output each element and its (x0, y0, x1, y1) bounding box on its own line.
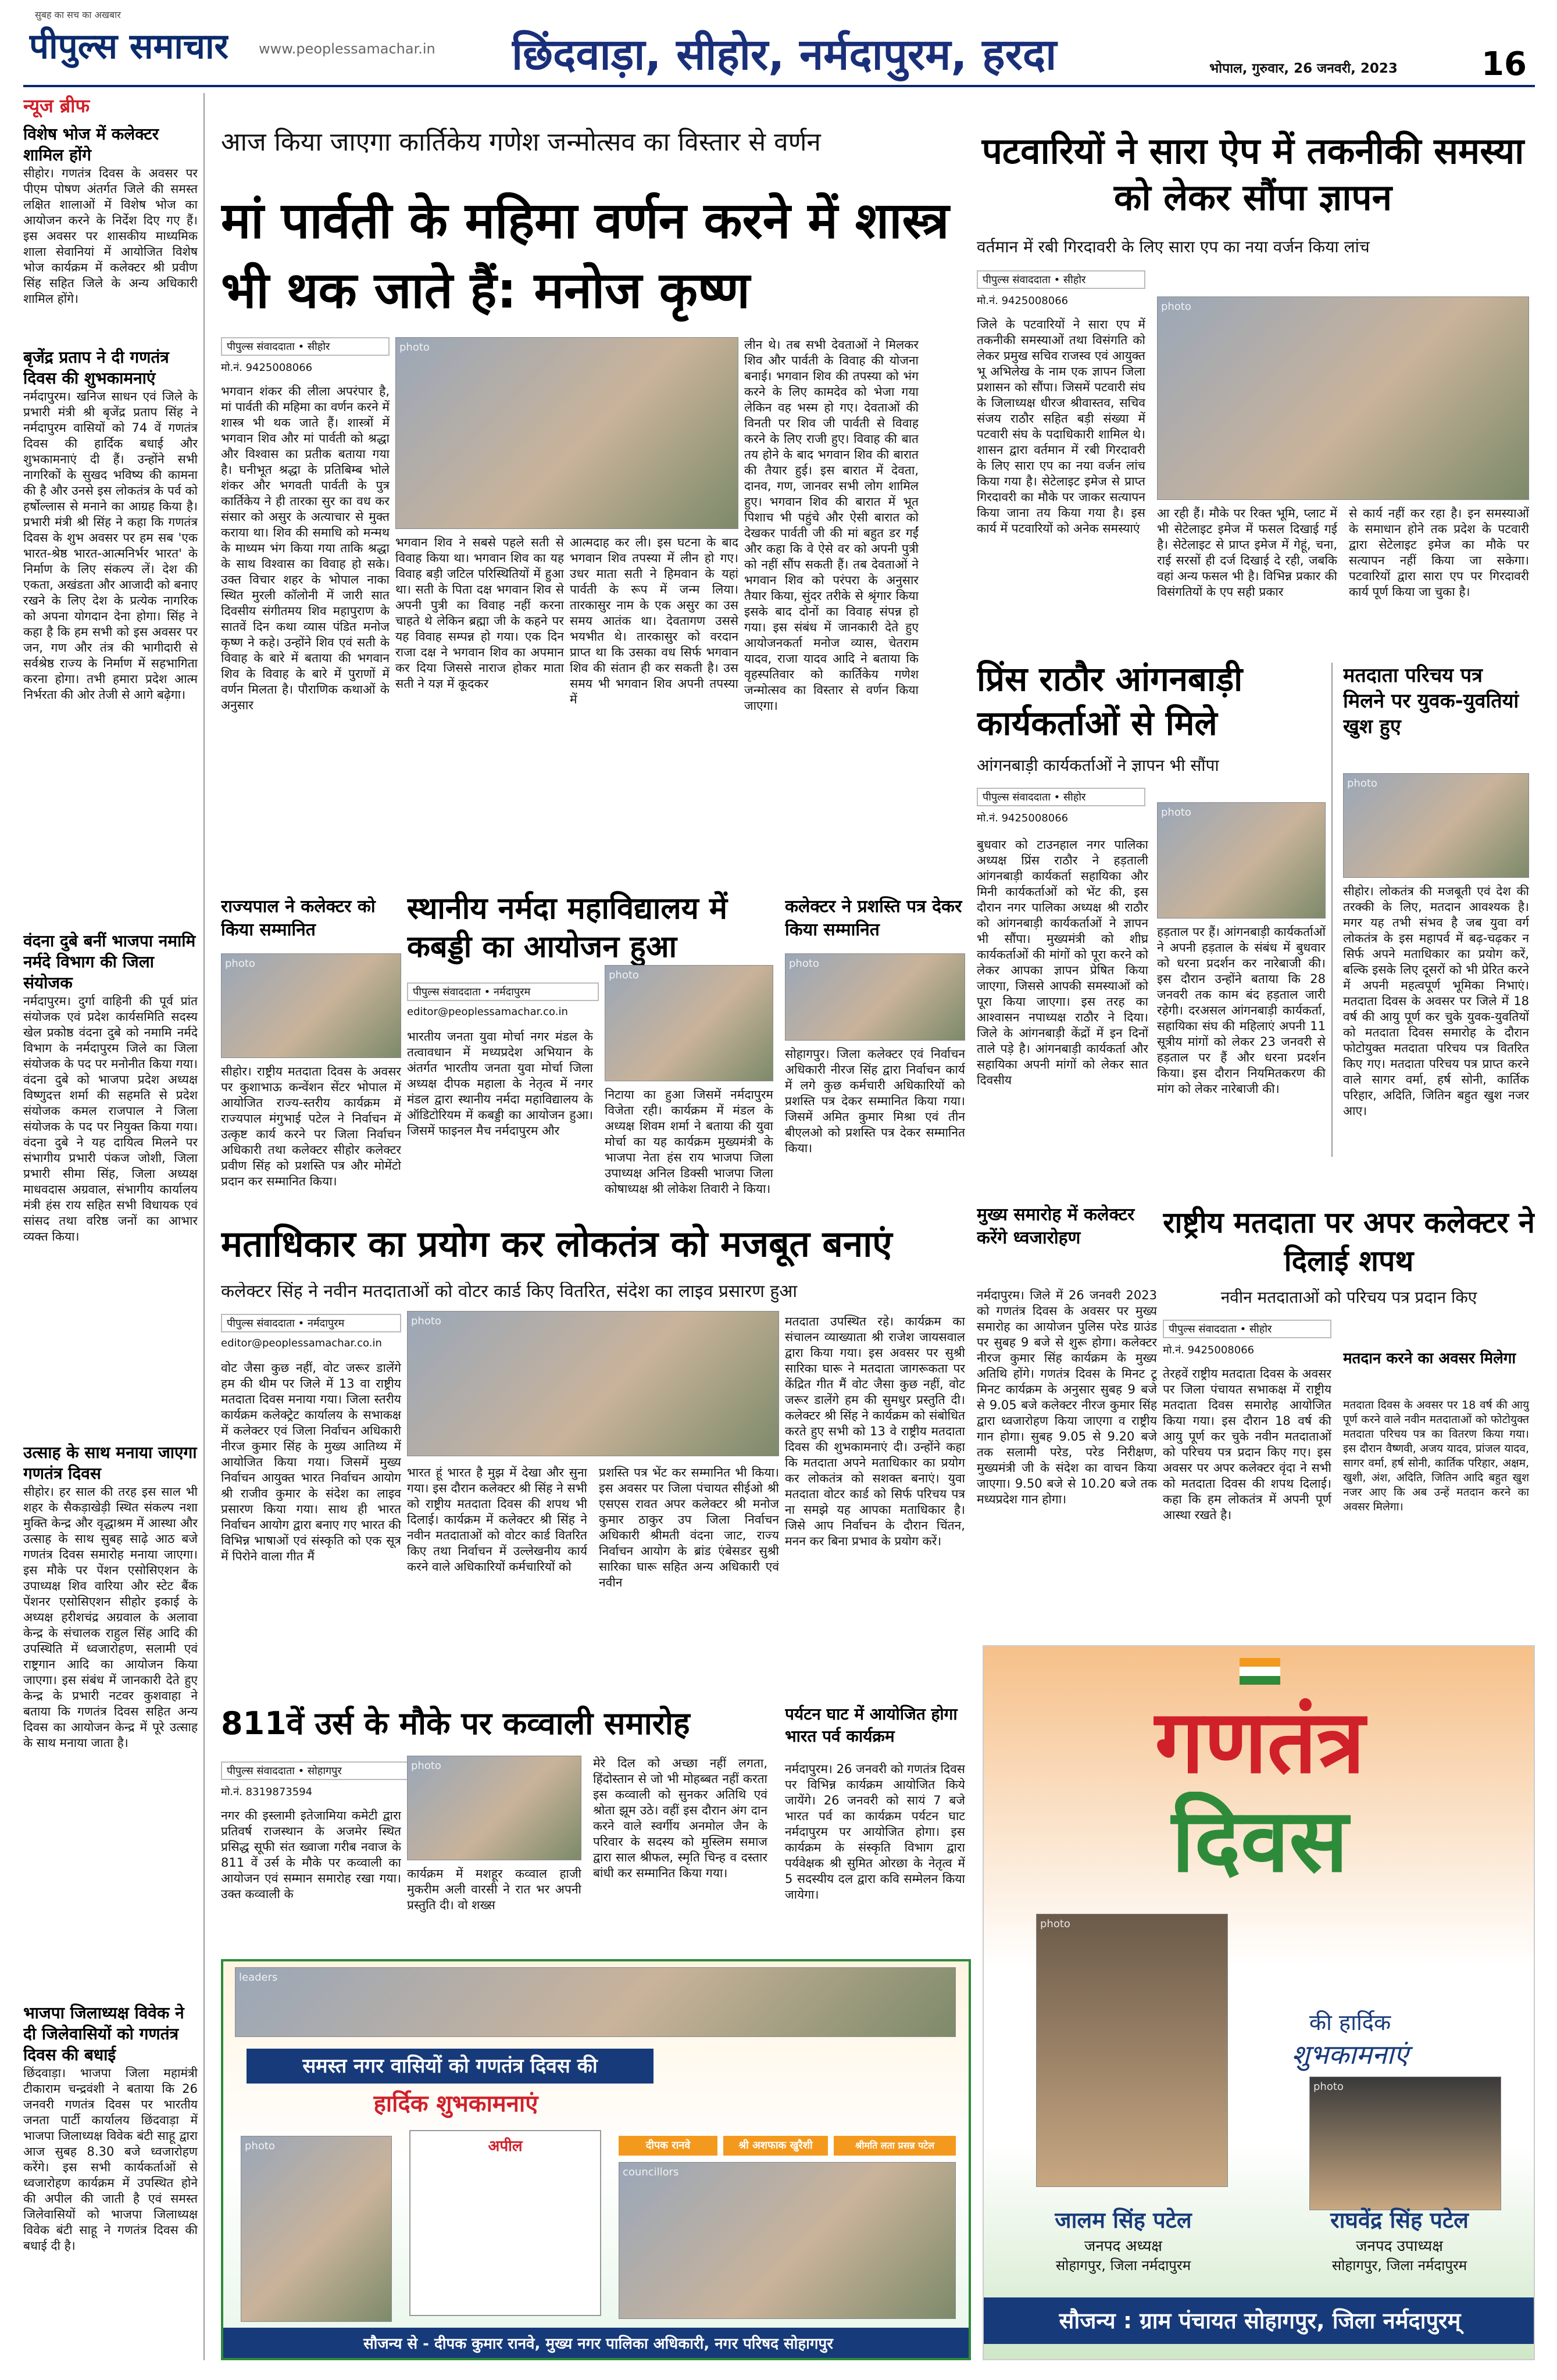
qawwali-headline: 811वें उर्स के मौके पर कव्वाली समारोह (221, 1705, 690, 1742)
patwari-phone: मो.नं. 9425008066 (977, 295, 1069, 307)
ad-gantantra-person-1-photo: photo (1036, 1914, 1228, 2187)
news-brief-label: न्यूज ब्रीफ (23, 95, 90, 117)
kabaddi-headline: स्थानीय नर्मदा महाविद्यालय में कबड्डी का आयोजन हुआ (407, 891, 728, 964)
brief-5-title: भाजपा जिलाध्यक्ष विवेक ने दी जिलेवासियों को गणतंत्र दिवस की बधाई (23, 2003, 184, 2064)
kabaddi-byline: पीपुल्स संवाददाता • नर्मदापुरम (407, 982, 599, 1001)
brief-5-body: छिंदवाड़ा। भाजपा जिला महामंत्री टीकाराम चन्द्रवंशी ने बताया कि 26 जनवरी गणतंत्र दिवस पर भारतीय जनता पार्टी कार्यालय छिंदवाड़ा में भाजपा जिलाध्यक्ष विवेक बंटी साहू द्वारा आज सुबह 8.30 बजे ध्वजारोहण करेंगे। इस सभी कार्यकर्ताओं से ध्वजारोहण कार्यक्रम में उपस्थित होने की अपील की जाती है एवं समस्त जिलेवासियों को भाजपा जिलाध्यक्ष विवेक बंटी साहू ने गणतंत्र दिवस की बधाई दी है। (23, 2066, 198, 2253)
patwari-byline: पीपुल्स संवाददाता • सीहोर (977, 270, 1145, 289)
patwari-col-3: से कार्य नहीं कर रहा है। इन समस्याओं के समाधान होने तक प्रदेश के पटवारी द्वारा सेटेलाइट इमेज का मौके पर सत्यापन नहीं किया जा सकेगा। पटवारियों द्वारा सारा एप पर गिरदावरी कार्य पूर्ण किया जा चुका है। (1349, 506, 1529, 599)
democracy-col-1: वोट जैसा कुछ नहीं, वोट जरूर डालेंगे हम की थीम पर जिले में 13 वा राष्ट्रीय मतदाता दिवस मनाया गया। जिला स्तरीय कार्यक्रम कलेक्ट्रेट कार्यालय के सभाकक्ष में कलेक्टर एवं जिला निर्वाचन अधिकारी नीरज कुमार सिंह के मुख्य आतिथ्य में आयोजित किया गया। जिसमें मुख्य निर्वाचन आयुक्त भारत निर्वाचन आयोग श्री राजीव कुमार के संदेश का लाइव प्रसारण किया गया। साथ ही भारत निर्वाचन आयोग द्वारा बनाए गए भारत की विभिन्न भाषाओं एवं संस्कृति को एक सूत्र में पिरोने वाला गीत मैं (221, 1361, 401, 1563)
democracy-photo: photo (407, 1311, 779, 1456)
voter-photo: photo (1343, 773, 1529, 878)
democracy-subhead: कलेक्टर सिंह ने नवीन मतदाताओं को वोटर कार्ड किए वितरित, संदेश का लाइव प्रसारण हुआ (221, 1282, 798, 1302)
voter-headline: मतदाता परिचय पत्र मिलने पर युवक-युवतियां खुश हुए (1343, 664, 1519, 738)
qawwali-col-2: कार्यक्रम में मशहूर कव्वाल हाजी मुकरीम अली वारसी ने रात भर अपनी प्रस्तुति दी। वो शख्स (407, 1867, 581, 1912)
lead-phone: मो.नं. 9425008066 (221, 362, 313, 374)
website: www.peoplessamachar.in (259, 41, 435, 57)
section-title: छिंदवाड़ा, सीहोर, नर्मदापुरम, हरदा (512, 30, 1057, 80)
kabaddi-col-1: भारतीय जनता युवा मोर्चा नगर मंडल के तत्वावधान में मध्यप्रदेश अभियान के अंतर्गत भारतीय जनता युवा मोर्चा जिला अध्यक्ष दीपक महाला के नेतृत्व में नगर मंडल द्वारा स्थानीय नर्मदा महाविद्यालय के ऑडिटोरियम में कबड्डी का आयोजन हुआ। जिसमें फाइनल मैच नर्मदापुरम और (407, 1030, 593, 1138)
ad-nagar-appeal-title: अपील (488, 2138, 523, 2155)
ad-gantantra-person-2-place: सोहागपुर, जिला नर्मदापुरम (1331, 2257, 1467, 2274)
ad-nagar-leaders-row: leaders (235, 1967, 956, 2037)
brief-1-title: विशेष भोज में कलेक्टर शामिल होंगे (23, 124, 159, 165)
qawwali-phone: मो.नं. 8319873594 (221, 1786, 313, 1798)
brief-4-title: उत्साह के साथ मनाया जाएगा गणतंत्र दिवस (23, 1443, 197, 1483)
anganwadi-photo: photo (1157, 802, 1326, 919)
ad-gantantra-person-1-role: जनपद अध्यक्ष (1084, 2238, 1162, 2255)
oath-headline: राष्ट्रीय मतदाता पर अपर कलेक्टर ने दिलाई शपथ (1163, 1206, 1535, 1278)
democracy-email: editor@peoplessamachar.co.in (221, 1337, 382, 1349)
ad-nagar-name-2: श्री अशफाक खुरैशी (723, 2136, 828, 2156)
governor-body: सीहोर। राष्ट्रीय मतदाता दिवस के अवसर पर कुशाभाऊ कन्वेंशन सेंटर भोपाल में आयोजित राज्य-स्तरीय कार्यक्रम में राज्यपाल मंगुभाई पटेल ने निर्वाचन में उत्कृष्ट कार्य करने पर जिला निर्वाचन अधिकारी तथा कलेक्टर सीहोर कलेक्टर प्रवीण सिंह को प्रशस्ति पत्र और मोमेंटो प्रदान कर सम्मानित किया। (221, 1064, 401, 1188)
qawwali-byline: पीपुल्स संवाददाता • सोहागपुर (221, 1761, 413, 1780)
masthead (0, 0, 1557, 87)
oath-body: तेरहवें राष्ट्रीय मतदाता दिवस के अवसर पर जिला पंचायत सभाकक्ष में राष्ट्रीय मतदाता दिवस समारोह आयोजित किया गया। इस दौरान 18 वर्ष की आयु पूर्ण कर चुके नवीन मतदाताओं को परिचय पत्र प्रदान किए गए। इस अवसर पर अपर कलेक्टर वृंदा ने सभी को मतदाता दिवस की शपथ दिलाई। कहा कि हम लोकतंत्र में अपनी पूर्ण आस्था रखते है। (1163, 1367, 1331, 1522)
anganwadi-col-2: हड़ताल पर हैं। आंगनबाड़ी कार्यकर्ताओं ने अपनी हड़ताल के संबंध में बुधवार को धरना प्रदर्शन कर नारेबाजी की। इस दौरान उन्होंने बताया कि 28 जनवरी तक काम बंद हड़ताल जारी रहेगी। दरअसल आंगनबाड़ी कार्यकर्ता, सहायिका संघ की महिलाएं अपनी 11 सूत्रीय मांगों को लेकर 23 जनवरी से हड़ताल पर हैं और धरना प्रदर्शन किया। इस दौरान नियमितकरण की मांग को लेकर नारेबाजी की। (1157, 925, 1326, 1096)
ad-nagar-banner: समस्त नगर वासियों को गणतंत्र दिवस की (247, 2049, 653, 2084)
ad-nagar-footer: सौजन्य से - दीपक कुमार रानवे, मुख्य नगर पालिका अधिकारी, नगर परिषद सोहागपुर (223, 2328, 971, 2360)
anganwadi-col-1: बुधवार को टाउनहाल नगर पालिका अध्यक्ष प्रिंस राठौर ने हड़ताली आंगनबाड़ी कार्यकर्ता सहायिका और मिनी कार्यकर्ताओं को भेंट की, इस दौरान नगर पालिका अध्यक्ष श्री राठौर को आंगनबाड़ी कार्यकर्ताओं ने ज्ञापन भी सौंपा। मुख्यमंत्री को शीघ्र कार्यकर्ताओं की मांगों को पूरा करने को लेकर आपका ज्ञापन प्रेषित किया जाएगा, जिससे आपकी समस्याओं को पूरा किया जाएगा। इस तरह का आश्वासन नपाध्यक्ष राठौर ने दिया। जिले के आंगनबाड़ी केंद्रों में इन दिनों ताले पड़े है। आंगनबाड़ी कार्यकर्ता और सहायिका अपनी मांगों को लेकर सात दिवसीय (977, 838, 1148, 1087)
tourism-body: नर्मदापुरम। 26 जनवरी को गणतंत्र दिवस पर विभिन्न कार्यक्रम आयोजित किये जायेंगे। 26 जनवरी को सायं 7 बजे भारत पर्व का कार्यक्रम पर्यटन घाट नर्मदापुरम पर आयोजित होगा। इस कार्यक्रम के संस्कृति विभाग द्वारा पर्यवेक्षक श्री सुमित ओरछा के नेतृत्व में 5 सदस्यीय दल द्वारा कवि सम्मेलन किया जायेगा। (785, 1762, 965, 1902)
news-brief-column (23, 93, 198, 2360)
lead-headline: मां पार्वती के महिमा वर्णन करने में शास्त्र भी थक जाते हैं: मनोज कृष्ण (221, 192, 949, 320)
ad-nagar-councillors: councillors (619, 2162, 956, 2319)
masthead-rule (23, 85, 1535, 87)
brief-4-body: सीहोर। हर साल की तरह इस साल भी शहर के सैकड़ाखेड़ी स्थित संकल्प नशा मुक्ति केन्द्र और वृद्धाश्रम में आस्था और उत्साह के साथ सुबह साढ़े आठ बजे गणतंत्र दिवस समारोह मनाया जाएगा। इस मौके पर पेंशन एसोसिएशन के उपाध्यक्ष शिव वारिया और स्टेट बैंक पेंशनर एसोसिएशन सीहोर इकाई के अध्यक्ष हरीशचंद्र अग्रवाल के अलावा केन्द्र के संचालक राहुल सिंह आदि की उपस्थिति में ध्वजारोहण, सलामी एवं राष्ट्रगान आदि का आयोजन किया जाएगा। इस संबंध में जानकारी देते हुए केन्द्र के प्रभारी नटवर कुशवाहा ने बताया कि गणतंत्र दिवस सहित अन्य दिवस का आयोजन केन्द्र में पूरे उत्साह के साथ मनाया जाता है। (23, 1485, 198, 1750)
kabaddi-email: editor@peoplessamachar.co.in (407, 1006, 568, 1018)
main-function-headline: मुख्य समारोह में कलेक्टर करेंगे ध्वजारोहण (977, 1205, 1135, 1248)
lead-kicker: आज किया जाएगा कार्तिकेय गणेश जन्मोत्सव का विस्तार से वर्णन (221, 127, 821, 157)
ad-gantantra-person-2-photo: photo (1309, 2077, 1501, 2210)
lead-col-4: लीन थे। तब सभी देवताओं ने मिलकर शिव और पार्वती के विवाह की योजना बनाई। भगवान शिव की तपस्या को भंग करने के लिए कामदेव को भेजा गया लेकिन वह भस्म हो गए। देवताओं की विनती पर शिव जी पार्वती से विवाह करने के लिए राजी हुए। विवाह की बात तय होने के बाद भगवान शिव की बारात की तैयार हुई। इस बारात में देवता, दानव, गण, जानवर सभी लोग शामिल हुए। भगवान शिव की बारात में भूत पिशाच भी पहुंचे और ऐसी बारात को देखकर पार्वती जी की मां बहुत डर गईं और कहा कि वे ऐसे वर को अपनी पुत्री को नहीं सौंप सकती हैं। तब देवताओं ने भगवान शिव को परंपरा के अनुसार तैयार किया, सुंदर तरीके से श्रृंगार किया इसके बाद दोनों का विवाह संपन्न हो गया। इस संबंध में जानकारी देते हुए आयोजनकर्ता मनोज व्यास, चेतराम यादव, राजा यादव आदि ने बताया कि वृहस्पतिवार को कार्तिकेय गणेश जन्मोत्सव का विस्तार से वर्णन किया जाएगा। (744, 338, 919, 713)
ad-gantantra-person-2-role: जनपद उपाध्यक्ष (1356, 2238, 1443, 2255)
oath-subhead: नवीन मतदाताओं को परिचय पत्र प्रदान किए (1220, 1288, 1477, 1307)
ad-gantantra-greeting-1: की हार्दिक (1309, 2010, 1391, 2035)
anganwadi-subhead: आंगनबाड़ी कार्यकर्ताओं ने ज्ञापन भी सौंपा (977, 756, 1219, 775)
brief-2-title: बृजेंद्र प्रताप ने दी गणतंत्र दिवस की शुभकामनाएं (23, 348, 169, 388)
lead-photo: photo (395, 337, 738, 529)
oath-side-body: मतदाता दिवस के अवसर पर 18 वर्ष की आयु पूर्ण करने वाले नवीन मतदाताओं को फोटोयुक्त मतदाता परिचय पत्र का वितरण किया गया। इस दौरान वैष्णवी, अजय यादव, प्रांजल यादव, सागर वर्मा, हर्ष सोनी, कार्तिक परिहार, अक्षम, खुशी, अंश, अदिति, जितिन आदि बहुत खुश नजर आए कि अब उन्हें मतदान करने का अवसर मिलेगा। (1343, 1399, 1529, 1513)
democracy-col-4: मतदाता उपस्थित रहे। कार्यक्रम का संचालन व्याख्याता श्री राजेश जायसवाल द्वारा किया गया। इस अवसर पर सुश्री सारिका घारू ने मतदाता जागरूकता पर केंद्रित गीत मैं वोट जैसा कुछ नहीं, वोट जरूर डालेंगे हम की सुमधुर प्रस्तुति दी। कलेक्टर श्री सिंह ने कार्यक्रम को संबोधित करते हुए सभी को 13 वे राष्ट्रीय मतदाता दिवस की शुभकामनाएं दी। उन्होंने कहा कि मतदाता अपने मताधिकार का प्रयोग कर लोकतंत्र को सशक्त बनाएं। युवा मतदाता वोटर कार्ड को सिर्फ परिचय पत्र ना समझे यह आपका मताधिकार है। जिसे आप निर्वाचन के दौरान चिंतन, मनन कर बिना प्रभाव के प्रयोग करें। (785, 1314, 965, 1548)
ad-gantantra-person-1-place: सोहागपुर, जिला नर्मदापुरम (1055, 2257, 1191, 2274)
democracy-byline: पीपुल्स संवाददाता • नर्मदापुरम (221, 1314, 401, 1332)
anganwadi-byline: पीपुल्स संवाददाता • सीहोर (977, 788, 1145, 806)
lead-byline: पीपुल्स संवाददाता • सीहोर (221, 337, 390, 356)
voter-body: सीहोर। लोकतंत्र की मजबूती एवं देश की तरक्की के लिए, मतदान आवश्यक है। मगर यह तभी संभव है जब युवा वर्ग लोकतंत्र के इस महापर्व में बढ़-चढ़कर न सिर्फ अपने मताधिकार का प्रयोग करें, बल्कि इसके लिए दूसरों को भी प्रेरित करने में अपनी महत्वपूर्ण भूमिका निभाएं। मतदाता दिवस के अवसर पर जिले में 18 वर्ष की आयु पूर्ण कर चुके युवक-युवतियों को मतदाता दिवस समारोह के दौरान फोटोयुक्त मतदाता परिचय पत्र वितरित किए गए। मतदाता परिचय पत्र प्राप्त करने वाले सागर वर्मा, हर्ष सोनी, कार्तिक परिहार, अदिति, जितिन बहुत खुश नजर आए। (1343, 884, 1529, 1118)
ad-gantantra (983, 1645, 1535, 2360)
governor-headline: राज्यपाल ने कलेक्टर को किया सम्मानित (221, 896, 376, 940)
brief-1-body: सीहोर। गणतंत्र दिवस के अवसर पर पीएम पोषण अंतर्गत जिले की समस्त लक्षित शालाओं में विशेष भोज का आयोजन करने के निर्देश दिए गए हैं। इस अवसर पर शासकीय माध्यमिक शाला सेवानियां में आयोजित विशेष भोज कार्यक्रम में कलेक्टर श्री प्रवीण सिंह सहित जिले के अन्य अधिकारी शामिल होंगे। (23, 166, 198, 306)
qawwali-col-1: नगर की इस्लामी इतेजामिया कमेटी द्वारा प्रतिवर्ष राजस्थान के अजमेर स्थित प्रसिद्ध सूफी संत ख्वाजा गरीब नवाज के 811 वें उर्स के मौके पर कव्वाली का आयोजन एवं सम्मान समारोह रखा गया। उक्त कव्वाली के (221, 1809, 401, 1901)
lead-col-1: भगवान शंकर की लीला अपरंपार है, मां पार्वती की महिमा का वर्णन करने में शास्त्र भी थक जाते हैं। शास्त्रों में भगवान शिव और मां पार्वती को श्रद्धा और विश्वास का प्रतीक बताया गया है। घनीभूत श्रद्धा के प्रतिबिम्ब भोले शंकर और भगवती पार्वती के पुत्र कार्तिकेय ने ही तारका सुर का वध कर संसार को असुर के अत्याचार से मुक्त कराया था। शिव की समाधि को मन्मथ के माध्यम भंग किया गया ताकि श्रद्धा के साथ विश्वास का विवाह हो सके। उक्त विचार शहर के भोपाल नाका स्थित मुरली कॉलोनी में जारी सात दिवसीय संगीतमय शिव महापुराण के सातवें दिन कथा व्यास पंडित मनोज कृष्ण ने कहे। उन्होंने शिव एवं सती के विवाह के बारे में बताया की भगवान शिव के विवाह के बारे में पुराणों में वर्णन मिलता है। पौराणिक कथाओं के अनुसार (221, 384, 390, 712)
democracy-headline: मताधिकार का प्रयोग कर लोकतंत्र को मजबूत बनाएं (221, 1223, 892, 1265)
anganwadi-phone: मो.नं. 9425008066 (977, 812, 1069, 824)
ad-nagar-parishad (221, 1959, 971, 2360)
patwari-headline: पटवारियों ने सारा ऐप में तकनीकी समस्या को लेकर सौंपा ज्ञापन (981, 130, 1524, 219)
democracy-col-3: प्रशस्ति पत्र भेंट कर सम्मानित भी किया। इस अवसर पर जिला पंचायत सीईओ श्री एसएस रावत अपर कलेक्टर श्री मनोज कुमार ठाकुर उप जिला निर्वाचन अधिकारी श्रीमती वंदना जाट, राज्य निर्वाचन आयोग के ब्रांड एंबेसडर सुश्री सारिका घारू सहित अन्य अधिकारी एवं नवीन (599, 1466, 779, 1589)
brief-3-body: नर्मदापुरम। दुर्गा वाहिनी की पूर्व प्रांत संयोजक एवं प्रदेश कार्यसमिति सदस्य खेल प्रकोष्ठ वंदना दुबे को नमामि नर्मदे विभाग के नर्मदापुरम जिले का जिला संयोजक के पद पर मनोनीत किया गया। वंदना दुबे को भाजपा प्रदेश अध्यक्ष विष्णुदत्त शर्मा की सहमति से प्रदेश संयोजक कमल राजपाल ने जिला संयोजक के पद पर नियुक्त किया गया। वंदना दुबे ने यह दायित्व मिलने पर संभागीय प्रभारी पंकज जोशी, जिला प्रभारी सीमा सिंह, जिला अध्यक्ष माधवदास अग्रवाल, संभागीय कार्यालय मंत्री हंस राय सहित सभी विधायक एवं सांसद तथा वरिष्ठ जनों का आभार व्यक्त किया। (23, 994, 198, 1243)
ad-nagar-cmo-photo: photo (241, 2136, 392, 2322)
collector-cert-headline: कलेक्टर ने प्रशस्ति पत्र देकर किया सम्मानित (785, 896, 962, 940)
paper-logo: पीपुल्स समाचार (29, 26, 229, 67)
ad-nagar-greeting: हार्दिक शुभकामनाएं (373, 2090, 538, 2117)
collector-cert-body: सोहागपुर। जिला कलेक्टर एवं निर्वाचन अधिकारी नीरज सिंह द्वारा निर्वाचन कार्य में लगे कुछ कर्मचारी अधिकारियों को प्रशस्ति पत्र देकर सम्मानित किया गया। जिसमें अमित कुमार मिश्रा एवं तीन बीएलओ को प्रशस्ति पत्र देकर सम्मानित किया। (785, 1047, 965, 1155)
governor-photo: photo (221, 953, 401, 1058)
voter-box-border (1331, 663, 1333, 1157)
lead-col-3: आत्मदाह कर ली। इस घटना के बाद भगवान शिव तपस्या में लीन हो गए। उधर माता सती ने हिमवान के यहां पार्वती के रूप में जन्म लिया। तारकासुर नाम के एक असुर का उस समय आतंक था। देवतागण उससे भयभीत थे। तारकासुर को वरदान प्राप्त था कि उसका वध सिर्फ भगवान शिव की संतान ही कर सकती है। उस समय भी भगवान शिव अपनी तपस्या में (570, 535, 738, 706)
ad-nagar-name-3: श्रीमति लता प्रसन्न पटेल (834, 2136, 956, 2156)
ad-nagar-name-1: दीपक रानवे (619, 2136, 717, 2156)
patwari-subhead: वर्तमान में रबी गिरदावरी के लिए सारा एप का नया वर्जन किया लांच (977, 237, 1370, 256)
lead-col-2: भगवान शिव ने सबसे पहले सती से विवाह किया था। भगवान शिव का यह विवाह बड़ी जटिल परिस्थितियों में हुआ था। सती के पिता दक्ष भगवान शिव से अपनी पुत्री का विवाह नहीं करना चाहते थे लेकिन ब्रह्मा जी के कहने पर यह विवाह सम्पन्न हो गया। एक दिन राजा दक्ष ने भगवान शिव का अपमान कर दिया जिससे नाराज होकर माता सती ने यज्ञ में कूदकर (395, 535, 564, 691)
main-function-body: नर्मदापुरम। जिले में 26 जनवरी 2023 को गणतंत्र दिवस के अवसर पर मुख्य समारोह का आयोजन पुलिस परेड ग्राउंड पर सुबह 9 बजे से शुरू होगा। कलेक्टर नीरज कुमार सिंह कार्यक्रम के मुख्य अतिथि होंगे। गणतंत्र दिवस के मिनट टू मिनट कार्यक्रम के अनुसार सुबह 9 बजे से 9.05 बजे कलेक्टर नीरज कुमार सिंह द्वारा ध्वजारोहण किया जाएगा व राष्ट्रीय गान होगा। सुबह 9.05 से 9.20 बजे तक सलामी परेड, परेड निरीक्षण, मुख्यमंत्री जी के संदेश का वाचन किया जाएगा। 9.50 बजे से 10.20 बजे तक मध्यप्रदेश गान होगा। (977, 1288, 1157, 1506)
tourism-headline: पर्यटन घाट में आयोजित होगा भारत पर्व कार्यक्रम (785, 1704, 958, 1746)
kabaddi-photo: photo (605, 965, 773, 1081)
brief-2-body: नर्मदापुरम। खनिज साधन एवं जिले के प्रभारी मंत्री श्री बृजेंद्र प्रताप सिंह ने नर्मदापुरम वासियों को 74 वें गणतंत्र दिवस की हार्दिक बधाई और शुभकामनाएं दी हैं। उन्होंने सभी नागरिकों के सुखद भविष्य की कामना की है और उनसे इस लोकतंत्र के पर्व को हर्षोल्लास से मनाने का आग्रह किया है। प्रभारी मंत्री श्री सिंह ने कहा कि गणतंत्र दिवस के शुभ अवसर पर हम सब 'एक भारत-श्रेष्ठ भारत-आत्मनिर्भर भारत' के निर्माण के लिए संकल्प लें। देश की एकता, अखंडता और आजादी को बनाए रखने के लिए देश के प्रत्येक नागरिक को अपना योगदान देना होगा। सिंह ने कहा है कि हम सभी को इस अवसर पर जन, गण और तंत्र की भागीदारी से सर्वश्रेष्ठ राज्य के निर्माण में सहभागिता करना होगा। तभी हमारा प्रदेश आत्म निर्भरता की ओर तेजी से आगे बढ़ेगा। (23, 389, 198, 702)
qawwali-col-3: मेरे दिल को अच्छा नहीं लगता, हिंदोस्तान से जो भी मोहब्बत नहीं करता इस कव्वाली को सुनकर अतिथि एवं श्रोता झूम उठे। वहीं इस दौरान अंग दान करने वाले स्वर्गीय अनमोल जैन के परिवार के सदस्य को मुस्लिम समाज द्वारा साल श्रीफल, स्मृति चिन्ह व दस्तार बांधी कर सम्मानित किया गया। (593, 1756, 767, 1880)
dateline: भोपाल, गुरुवार, 26 जनवरी, 2023 (1209, 61, 1398, 76)
ad-gantantra-person-1-name: जालम सिंह पटेल (1055, 2207, 1192, 2233)
oath-phone: मो.नं. 9425008066 (1163, 1344, 1255, 1356)
collector-cert-photo: photo (785, 953, 965, 1041)
anganwadi-headline: प्रिंस राठौर आंगनबाड़ी कार्यकर्ताओं से मिले (977, 659, 1243, 743)
patwari-col-1: जिले के पटवारियों ने सारा एप में तकनीकी समस्याओं तथा विसंगति को लेकर प्रमुख सचिव राजस्व एवं आयुक्त भू अभिलेख के नाम एक ज्ञापन जिला प्रशासन को सौंपा। जिसमें पटवारी संघ के जिलाध्यक्ष धीरज श्रीवास्तव, सचिव संजय राठौर सहित बड़ी संख्या में पटवारी संघ के पदाधिकारी शामिल थे। शासन द्वारा वर्तमान में रबी गिरदावरी के लिए सारा एप का नया वर्जन लांच किया गया है। सेटेलाइट इमेज से प्राप्त गिरदावरी का मौके पर जाकर सत्यापन किया जाना तय किया गया है। इस कार्य में पटवारियों को अनेक समस्याएं (977, 317, 1145, 535)
column-divider (203, 93, 205, 2360)
page-number: 16 (1481, 45, 1527, 83)
oath-side-title: मतदान करने का अवसर मिलेगा (1343, 1350, 1516, 1367)
ad-gantantra-title-2: दिवस (1172, 1792, 1348, 1891)
flag-icon (1240, 1658, 1280, 1685)
kabaddi-col-2: निटाया का हुआ जिसमें नर्मदापुरम विजेता रही। कार्यक्रम में मंडल के अध्यक्ष शिवम शर्मा ने बताया की युवा मोर्चा का यह कार्यक्रम मुख्यमंत्री के भाजपा नेता हंस राय भाजपा जिला उपाध्यक्ष अनिल डिक्सी भाजपा जिला कोषाध्यक्ष श्री लोकेश तिवारी ने किया। (605, 1088, 773, 1196)
oath-byline: पीपुल्स संवाददाता • सीहोर (1163, 1320, 1331, 1338)
brief-3-title: वंदना दुबे बनीं भाजपा नमामि नर्मदे विभाग की जिला संयोजक (23, 931, 196, 992)
democracy-col-2: भारत हूं भारत है मुझ में देखा और सुना गया। इस दौरान कलेक्टर श्री सिंह ने सभी को राष्ट्रीय मतदाता दिवस की शपथ भी दिलाई। कार्यक्रम में कलेक्टर श्री सिंह ने नवीन मतदाताओं को वोटर कार्ड वितरित किए तथा निर्वाचन में उल्लेखनीय कार्य करने वाले अधिकारियों कर्मचारियों को (407, 1466, 587, 1574)
ad-gantantra-person-2-name: राघवेंद्र सिंह पटेल (1330, 2207, 1469, 2233)
tagline: सुबह का सच का अखबार (35, 9, 121, 20)
patwari-photo: photo (1157, 296, 1529, 500)
ad-gantantra-greeting-2: शुभकामनाएं (1291, 2039, 1409, 2070)
patwari-col-2: आ रही हैं। मौके पर रिक्त भूमि, प्लाट में भी सेटेलाइट इमेज में फसल दिखाई गई है। सेटेलाइट से प्राप्त इमेज में गेहूं, चना, राई सरसों ही दर्ज दिखाई दे रही, जबकि वहां अन्य फसल भी है। विभिन्न प्रकार की विसंगतियों के एप सही प्रकार (1157, 506, 1337, 599)
ad-gantantra-footer: सौजन्य : ग्राम पंचायत सोहागपुर, जिला नर्मदापुरम् (984, 2297, 1535, 2344)
ad-nagar-appeal-box (409, 2130, 601, 2316)
ad-gantantra-title-1: गणतंत्र (1155, 1693, 1365, 1792)
qawwali-photo: photo (407, 1756, 581, 1860)
